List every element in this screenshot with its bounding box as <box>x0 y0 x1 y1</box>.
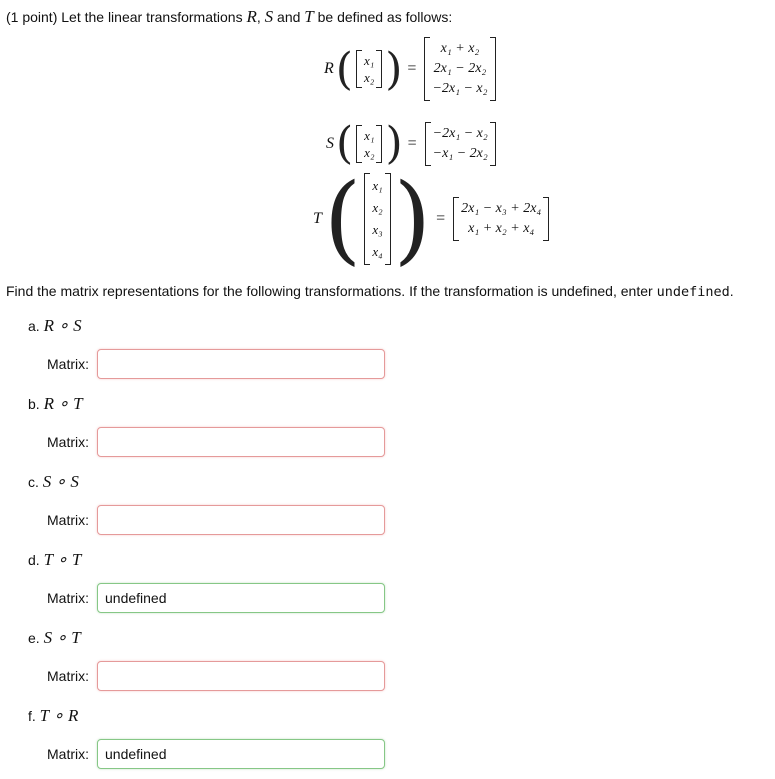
part-a-matrix-label: Matrix: <box>47 356 89 372</box>
T-input-vector: x₁ x₂ x₃ x₄ <box>364 173 390 265</box>
S-input-vector: x₁ x₂ <box>356 125 382 163</box>
intro-T: T <box>304 7 314 26</box>
T-output-vector: 2x₁ − x₃ + 2x₄ x₁ + x₂ + x₄ <box>453 197 549 241</box>
definition-R: R ( x₁ x₂ ) = x₁ + x₂ 2x₁ − 2x₂ −2x₁ − x₂ <box>324 37 499 101</box>
part-d-matrix-label: Matrix: <box>47 590 89 606</box>
part-c-label: c. S ∘ S <box>28 472 79 491</box>
undefined-keyword: undefined <box>656 284 730 300</box>
intro-R: R <box>246 7 257 26</box>
instructions: Find the matrix representations for the following transformations. If the transformation is undefined, enter undefined. <box>6 283 734 300</box>
part-e-label: e. S ∘ T <box>28 628 81 647</box>
part-b-answer-input[interactable] <box>97 427 385 457</box>
R-output-vector: x₁ + x₂ 2x₁ − 2x₂ −2x₁ − x₂ <box>424 37 495 101</box>
intro-text: (1 point) Let the linear transformations <box>6 9 247 25</box>
part-a-label: a. R ∘ S <box>28 316 82 335</box>
part-d-answer-input[interactable] <box>97 583 385 613</box>
part-e-matrix-label: Matrix: <box>47 668 89 684</box>
part-f-label: f. T ∘ R <box>28 706 79 725</box>
part-f-answer-input[interactable] <box>97 739 385 769</box>
problem-intro: (1 point) Let the linear transformations R, S and T be defined as follows: <box>6 7 453 26</box>
part-a-answer-input[interactable] <box>97 349 385 379</box>
part-f-matrix-label: Matrix: <box>47 746 89 762</box>
part-c-answer-input[interactable] <box>97 505 385 535</box>
part-b-label: b. R ∘ T <box>28 394 83 413</box>
S-output-vector: −2x₁ − x₂ −x₁ − 2x₂ <box>425 122 496 166</box>
R-input-vector: x₁ x₂ <box>356 50 382 88</box>
definition-S: S ( x₁ x₂ ) = −2x₁ − x₂ −x₁ − 2x₂ <box>326 118 499 169</box>
part-c-matrix-label: Matrix: <box>47 512 89 528</box>
part-d-label: d. T ∘ T <box>28 550 82 569</box>
intro-S: S <box>264 7 274 26</box>
definition-T: T ( x₁ x₂ x₃ x₄ ) = 2x₁ − x₃ + 2x₄ x₁ + x₂ + x₄ <box>313 171 552 267</box>
part-e-answer-input[interactable] <box>97 661 385 691</box>
part-b-matrix-label: Matrix: <box>47 434 89 450</box>
